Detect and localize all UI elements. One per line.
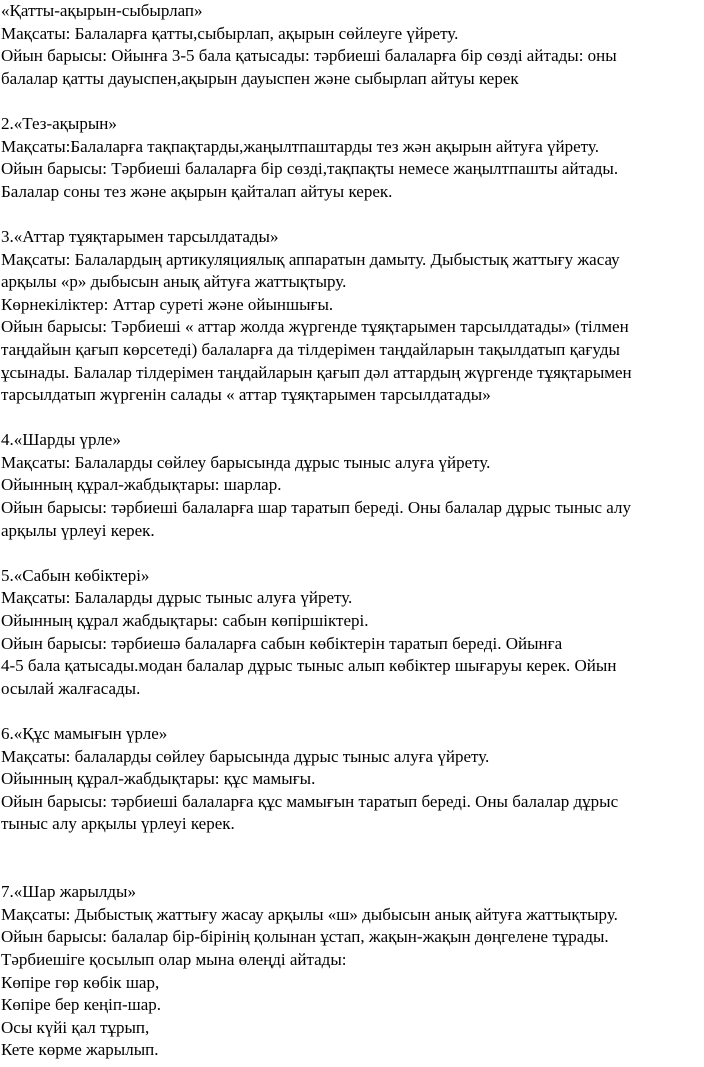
section-3 xyxy=(1,226,696,407)
section-5 xyxy=(1,565,696,701)
blank-line xyxy=(1,836,696,881)
poem-line: Кете көрме жарылып. xyxy=(1,1040,159,1060)
paragraph-line: осылай жалғасады. xyxy=(1,678,141,698)
section-title: 6.«Құс мамығын үрле» xyxy=(1,724,168,743)
paragraph-line: Ойын барысы: Ойынға 3-5 бала қатысады: тәрбиеші балаларға бір сөзді айтады: оны xyxy=(1,46,617,66)
paragraph-line: Ойынның құрал жабдықтары: сабын көпіршіктері. xyxy=(1,611,369,631)
paragraph-line: Ойынның құрал-жабдықтары: құс мамығы. xyxy=(1,769,316,789)
blank-line xyxy=(1,700,696,723)
paragraph-line: 4-5 бала қатысады.модан балалар дұрыс тыныс алып көбіктер шығаруы керек. Ойын xyxy=(1,656,617,676)
section-1 xyxy=(1,0,696,90)
paragraph-line: Көрнекіліктер: Аттар суреті және ойыншығы. xyxy=(1,294,334,314)
paragraph-line: Тәрбиешіге қосылып олар мына өлеңді айтады: xyxy=(1,949,347,969)
paragraph-line: Мақсаты: Балаларға қатты,сыбырлап, ақырын сөйлеуге үйрету. xyxy=(1,23,459,43)
paragraph-line: Ойын барысы: Тәрбиеші балаларға бір сөзді,тақпақты немесе жаңылтпашты айтады. xyxy=(1,159,619,179)
section-title: «Қатты-ақырын-сыбырлап» xyxy=(1,1,203,20)
paragraph-line: арқылы «р» дыбысын анық айтуға жаттықтыру. xyxy=(1,272,347,292)
paragraph-line: Мақсаты: Дыбыстық жаттығу жасау арқылы «ш» дыбысын анық айтуға жаттықтыру. xyxy=(1,904,618,924)
paragraph-line: Ойын барысы: Тәрбиеші « аттар жолда жүргенде тұяқтарымен тарсылдатады» (тілмен xyxy=(1,317,629,337)
paragraph-line: ұсынады. Балалар тілдерімен таңдайларын қағып дәл аттардың жүргенде тұяқтарымен xyxy=(1,362,632,382)
section-7 xyxy=(1,881,696,1062)
paragraph-line: Мақсаты: Балалардың артикуляциялық аппаратын дамыту. Дыбыстық жаттығу жасау xyxy=(1,249,620,269)
paragraph-line: арқылы үрлеуі керек. xyxy=(1,520,155,540)
section-title: 4.«Шарды үрле» xyxy=(1,430,121,450)
blank-line xyxy=(1,90,696,113)
paragraph-line: Мақсаты: Балаларды сөйлеу барысында дұрыс тыныс алуға үйрету. xyxy=(1,452,491,472)
section-6 xyxy=(1,723,696,836)
paragraph-line: тыныс алу арқылы үрлеуі керек. xyxy=(1,814,235,834)
paragraph-line: Ойын барысы: тәрбиеші балаларға құс мамығын таратып береді. Оны балалар дұрыс xyxy=(1,791,619,811)
section-title: 2.«Тез-ақырын» xyxy=(1,113,117,133)
paragraph-line: Ойынның құрал-жабдықтары: шарлар. xyxy=(1,475,282,495)
poem-line: Осы күйі қал тұрып, xyxy=(1,1017,150,1037)
paragraph-line: Мақсаты: Балаларды дұрыс тыныс алуға үйрету. xyxy=(1,588,353,608)
blank-line xyxy=(1,203,696,226)
paragraph-line: Ойын барысы: тәрбиеші балаларға шар таратып береді. Оны балалар дұрыс тыныс алу xyxy=(1,498,631,518)
section-4 xyxy=(1,429,696,542)
section-title: 7.«Шар жарылды» xyxy=(1,882,136,902)
poem-line: Көпіре бер кеңіп-шар. xyxy=(1,995,162,1015)
blank-line xyxy=(1,542,696,565)
paragraph-line: таңдайын қағып көрсетеді) балаларға да тілдерімен таңдайларын тақылдатып қағуды xyxy=(1,339,620,359)
paragraph-line: Мақсаты: балаларды сөйлеу барысында дұрыс тыныс алуға үйрету. xyxy=(1,746,490,766)
poem-line: Көпіре гөр көбік шар, xyxy=(1,972,160,992)
section-2 xyxy=(1,113,696,203)
section-title: 5.«Сабын көбіктері» xyxy=(1,565,150,585)
paragraph-line: балалар қатты дауыспен,ақырын дауыспен және сыбырлап айтуы керек xyxy=(1,68,519,88)
blank-line xyxy=(1,407,696,430)
paragraph-line: Ойын барысы: тәрбиешә балаларға сабын көбіктерін таратып береді. Ойынға xyxy=(1,633,563,653)
paragraph-line: Ойын барысы: балалар бір-бірінің қолынан ұстап, жақын-жақын дөңгелене тұрады. xyxy=(1,927,609,947)
paragraph-line: тарсылдатып жүргенін салады « аттар тұяқтарымен тарсылдатады» xyxy=(1,385,491,405)
paragraph-line: Балалар соны тез және ақырын қайталап айтуы керек. xyxy=(1,181,393,201)
paragraph-line: Мақсаты:Балаларға тақпақтарды,жаңылтпаштарды тез жән ақырын айтуға үйрету. xyxy=(1,136,599,156)
section-title: 3.«Аттар тұяқтарымен тарсылдатады» xyxy=(1,226,279,246)
